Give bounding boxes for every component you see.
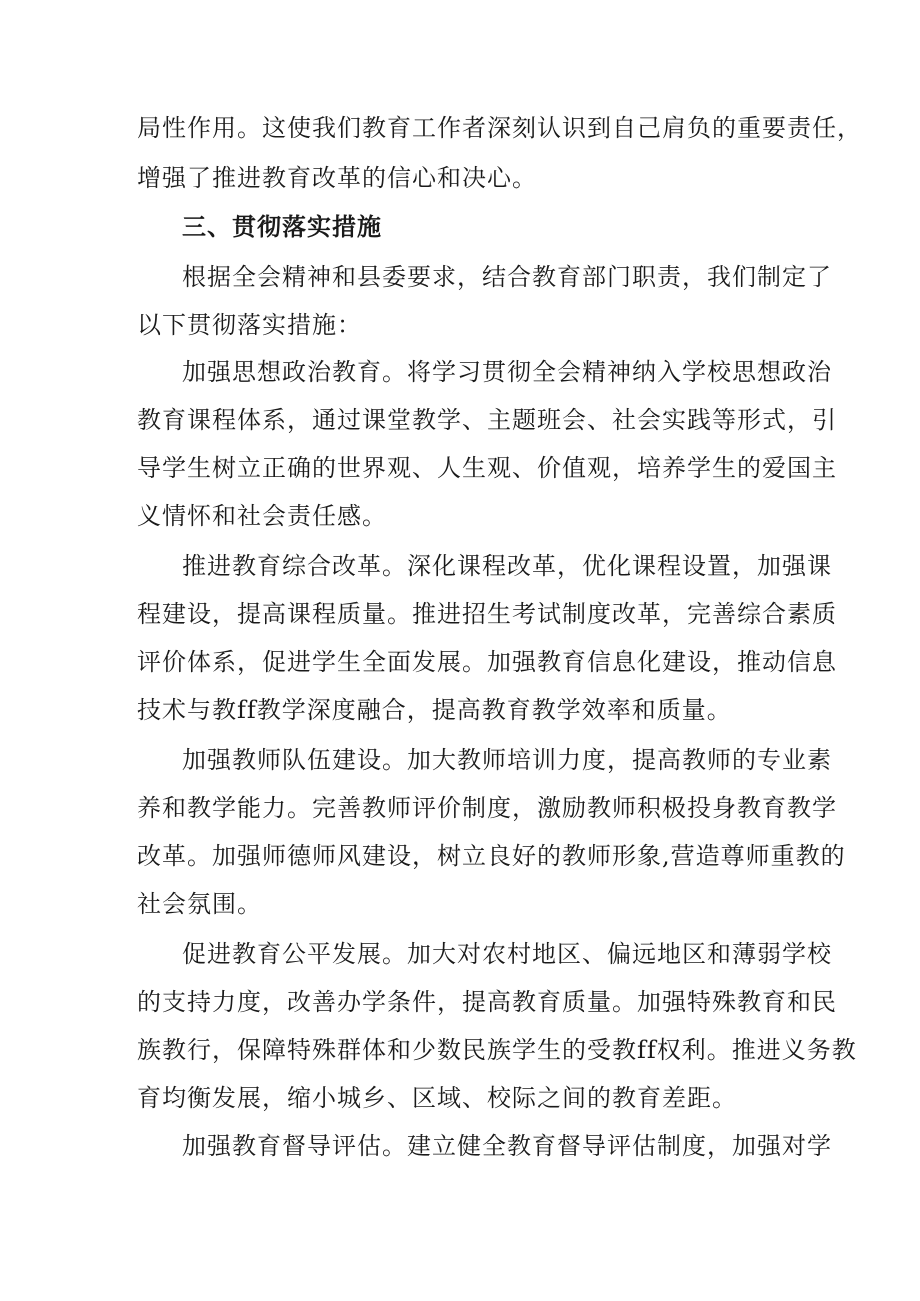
text-line: 以下贯彻落实措施： [137, 311, 362, 339]
text-line: 局性作用。这使我们教育工作者深刻认识到自己肩负的重要责任， [137, 114, 862, 142]
text-line: 社会氛围。 [137, 890, 262, 918]
text-line: 评价体系，促进学生全面发展。加强教育信息化建设，推动信息 [137, 648, 837, 676]
text-line: 加强思想政治教育。将学习贯彻全会精神纳入学校思想政治 [182, 358, 832, 386]
section-heading: 三、贯彻落实措施 [182, 213, 382, 241]
text-line: 教育课程体系，通过课堂教学、主题班会、社会实践等形式，引 [137, 406, 837, 434]
text-line: 推进教育综合改革。深化课程改革，优化课程设置，加强课 [182, 552, 832, 580]
text-line: 育均衡发展，缩小城乡、区域、校际之间的教育差距。 [137, 1084, 737, 1112]
text-line: 促进教育公平发展。加大对农村地区、偏远地区和薄弱学校 [182, 940, 832, 968]
text-line: 导学生树立正确的世界观、人生观、价值观，培养学生的爱国主 [137, 454, 837, 482]
text-line: 增强了推进教育改革的信心和决心。 [137, 164, 537, 192]
text-line: 养和教学能力。完善教师评价制度，激励教师积极投身教育教学 [137, 794, 837, 822]
text-line: 加强教师队伍建设。加大教师培训力度，提高教师的专业素 [182, 746, 832, 774]
text-line: 加强教育督导评估。建立健全教育督导评估制度，加强对学 [182, 1132, 832, 1160]
text-line: 族教行，保障特殊群体和少数民族学生的受教ff权利。推进义务教 [137, 1036, 857, 1064]
text-line: 根据全会精神和县委要求，结合教育部门职责，我们制定了 [182, 263, 832, 291]
text-line: 义情怀和社会责任感。 [137, 502, 387, 530]
text-line: 技术与教ff教学深度融合，提高教育教学效率和质量。 [137, 696, 732, 724]
text-line: 的支持力度，改善办学条件，提高教育质量。加强特殊教育和民 [137, 988, 837, 1016]
text-line: 改革。加强师德师风建设，树立良好的教师形象,营造尊师重教的 [137, 842, 846, 870]
text-line: 程建设，提高课程质量。推进招生考试制度改革，完善综合素质 [137, 600, 837, 628]
